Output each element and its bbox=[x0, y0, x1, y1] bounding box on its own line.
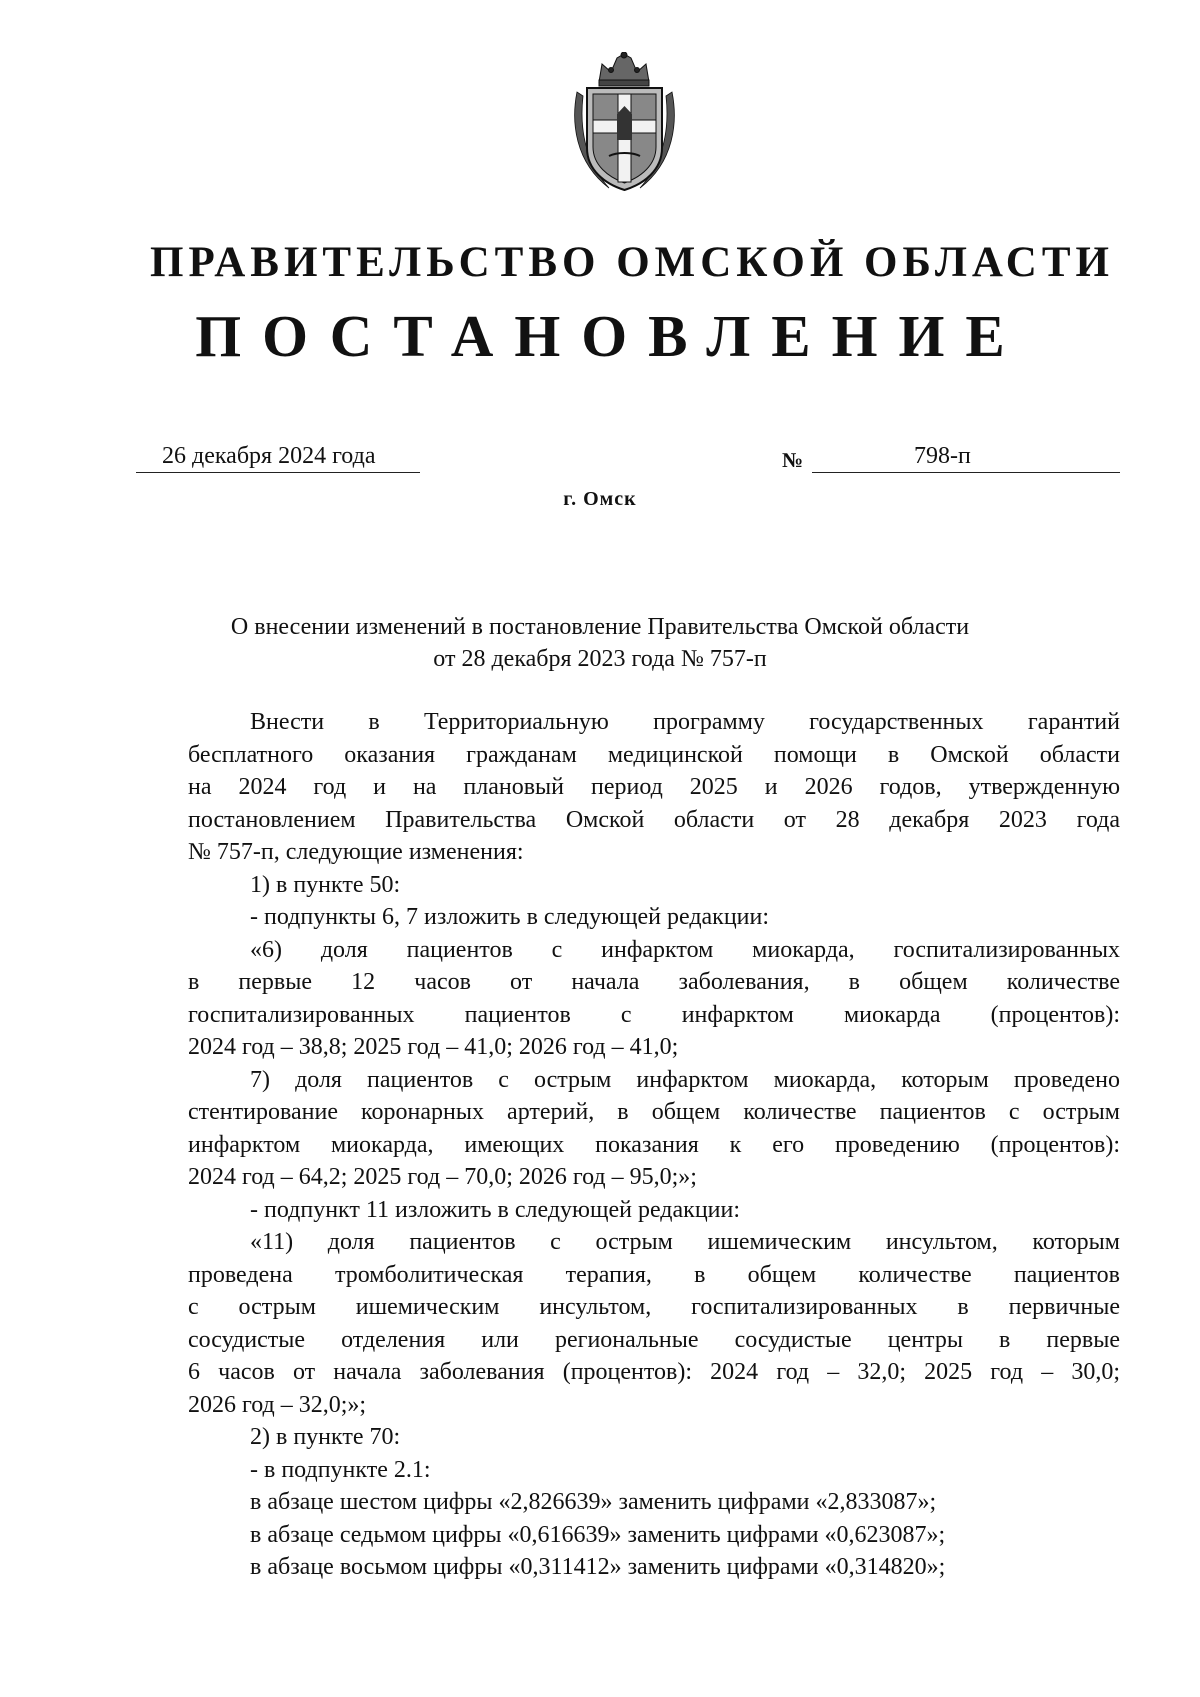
body-line: 6 часов от начала заболевания (процентов): 2024 год – 32,0; 2025 год – 30,0; bbox=[188, 1359, 1120, 1385]
document-body bbox=[188, 706, 1120, 1584]
body-line: на 2024 год и на плановый период 2025 и 2026 годов, утвержденную bbox=[188, 774, 1120, 800]
body-line: в абзаце восьмом цифры «0,311412» заменить цифрами «0,314820»; bbox=[250, 1554, 946, 1580]
body-line: 2) в пункте 70: bbox=[250, 1424, 401, 1450]
body-line: госпитализированных пациентов с инфарктом миокарда (процентов): bbox=[188, 1001, 1120, 1028]
body-line: - подпункт 11 изложить в следующей редакции: bbox=[250, 1196, 741, 1223]
body-line: 1) в пункте 50: bbox=[250, 871, 401, 898]
subject-line: от 28 декабря 2023 года № 757-п bbox=[433, 646, 767, 672]
body-line: Внести в Территориальную программу государственных гарантий bbox=[250, 709, 1120, 735]
body-line: постановлением Правительства Омской области от 28 декабря 2023 года bbox=[188, 806, 1120, 833]
organization-title: ПРАВИТЕЛЬСТВО ОМСКОЙ ОБЛАСТИ bbox=[150, 239, 1114, 286]
body-line: «11) доля пациентов с острым ишемическим инсультом, которым bbox=[250, 1229, 1120, 1255]
document-city: г. Омск bbox=[563, 488, 637, 510]
body-line: бесплатного оказания гражданам медицинской помощи в Омской области bbox=[188, 741, 1120, 768]
body-line: инфарктом миокарда, имеющих показания к его проведению (процентов): bbox=[188, 1131, 1120, 1158]
document-date: 26 декабря 2024 года bbox=[136, 441, 420, 473]
body-line: 2024 год – 38,8; 2025 год – 41,0; 2026 год – 41,0; bbox=[188, 1034, 679, 1060]
document-subject bbox=[150, 611, 1050, 675]
document-type-title: ПОСТАНОВЛЕНИЕ bbox=[195, 303, 1026, 369]
body-line: проведена тромболитическая терапия, в общем количестве пациентов bbox=[188, 1261, 1120, 1288]
body-line: 2024 год – 64,2; 2025 год – 70,0; 2026 год – 95,0;»; bbox=[188, 1164, 697, 1190]
body-line: «6) доля пациентов с инфарктом миокарда, госпитализированных bbox=[250, 936, 1120, 963]
body-line: 2026 год – 32,0;»; bbox=[188, 1391, 367, 1418]
subject-line: О внесении изменений в постановление Правительства Омской области bbox=[230, 614, 970, 640]
body-line: в абзаце шестом цифры «2,826639» заменить цифрами «2,833087»; bbox=[250, 1489, 937, 1515]
body-line: - подпункты 6, 7 изложить в следующей редакции: bbox=[250, 904, 770, 930]
body-line: стентирование коронарных артерий, в общем количестве пациентов с острым bbox=[188, 1099, 1120, 1125]
body-line: в первые 12 часов от начала заболевания, в общем количестве bbox=[188, 969, 1120, 995]
body-line: в абзаце седьмом цифры «0,616639» заменить цифрами «0,623087»; bbox=[250, 1521, 946, 1548]
body-line: с острым ишемическим инсультом, госпитализированных в первичные bbox=[188, 1294, 1120, 1320]
body-line: сосудистые отделения или региональные сосудистые центры в первые bbox=[188, 1326, 1120, 1353]
coat-of-arms-emblem bbox=[569, 52, 680, 194]
number-sign: № bbox=[782, 448, 804, 472]
body-line: 7) доля пациентов с острым инфарктом миокарда, которым проведено bbox=[250, 1066, 1120, 1093]
document-number: 798-п bbox=[812, 441, 1120, 473]
body-line: - в подпункте 2.1: bbox=[250, 1456, 431, 1483]
body-line: № 757-п, следующие изменения: bbox=[188, 839, 524, 865]
